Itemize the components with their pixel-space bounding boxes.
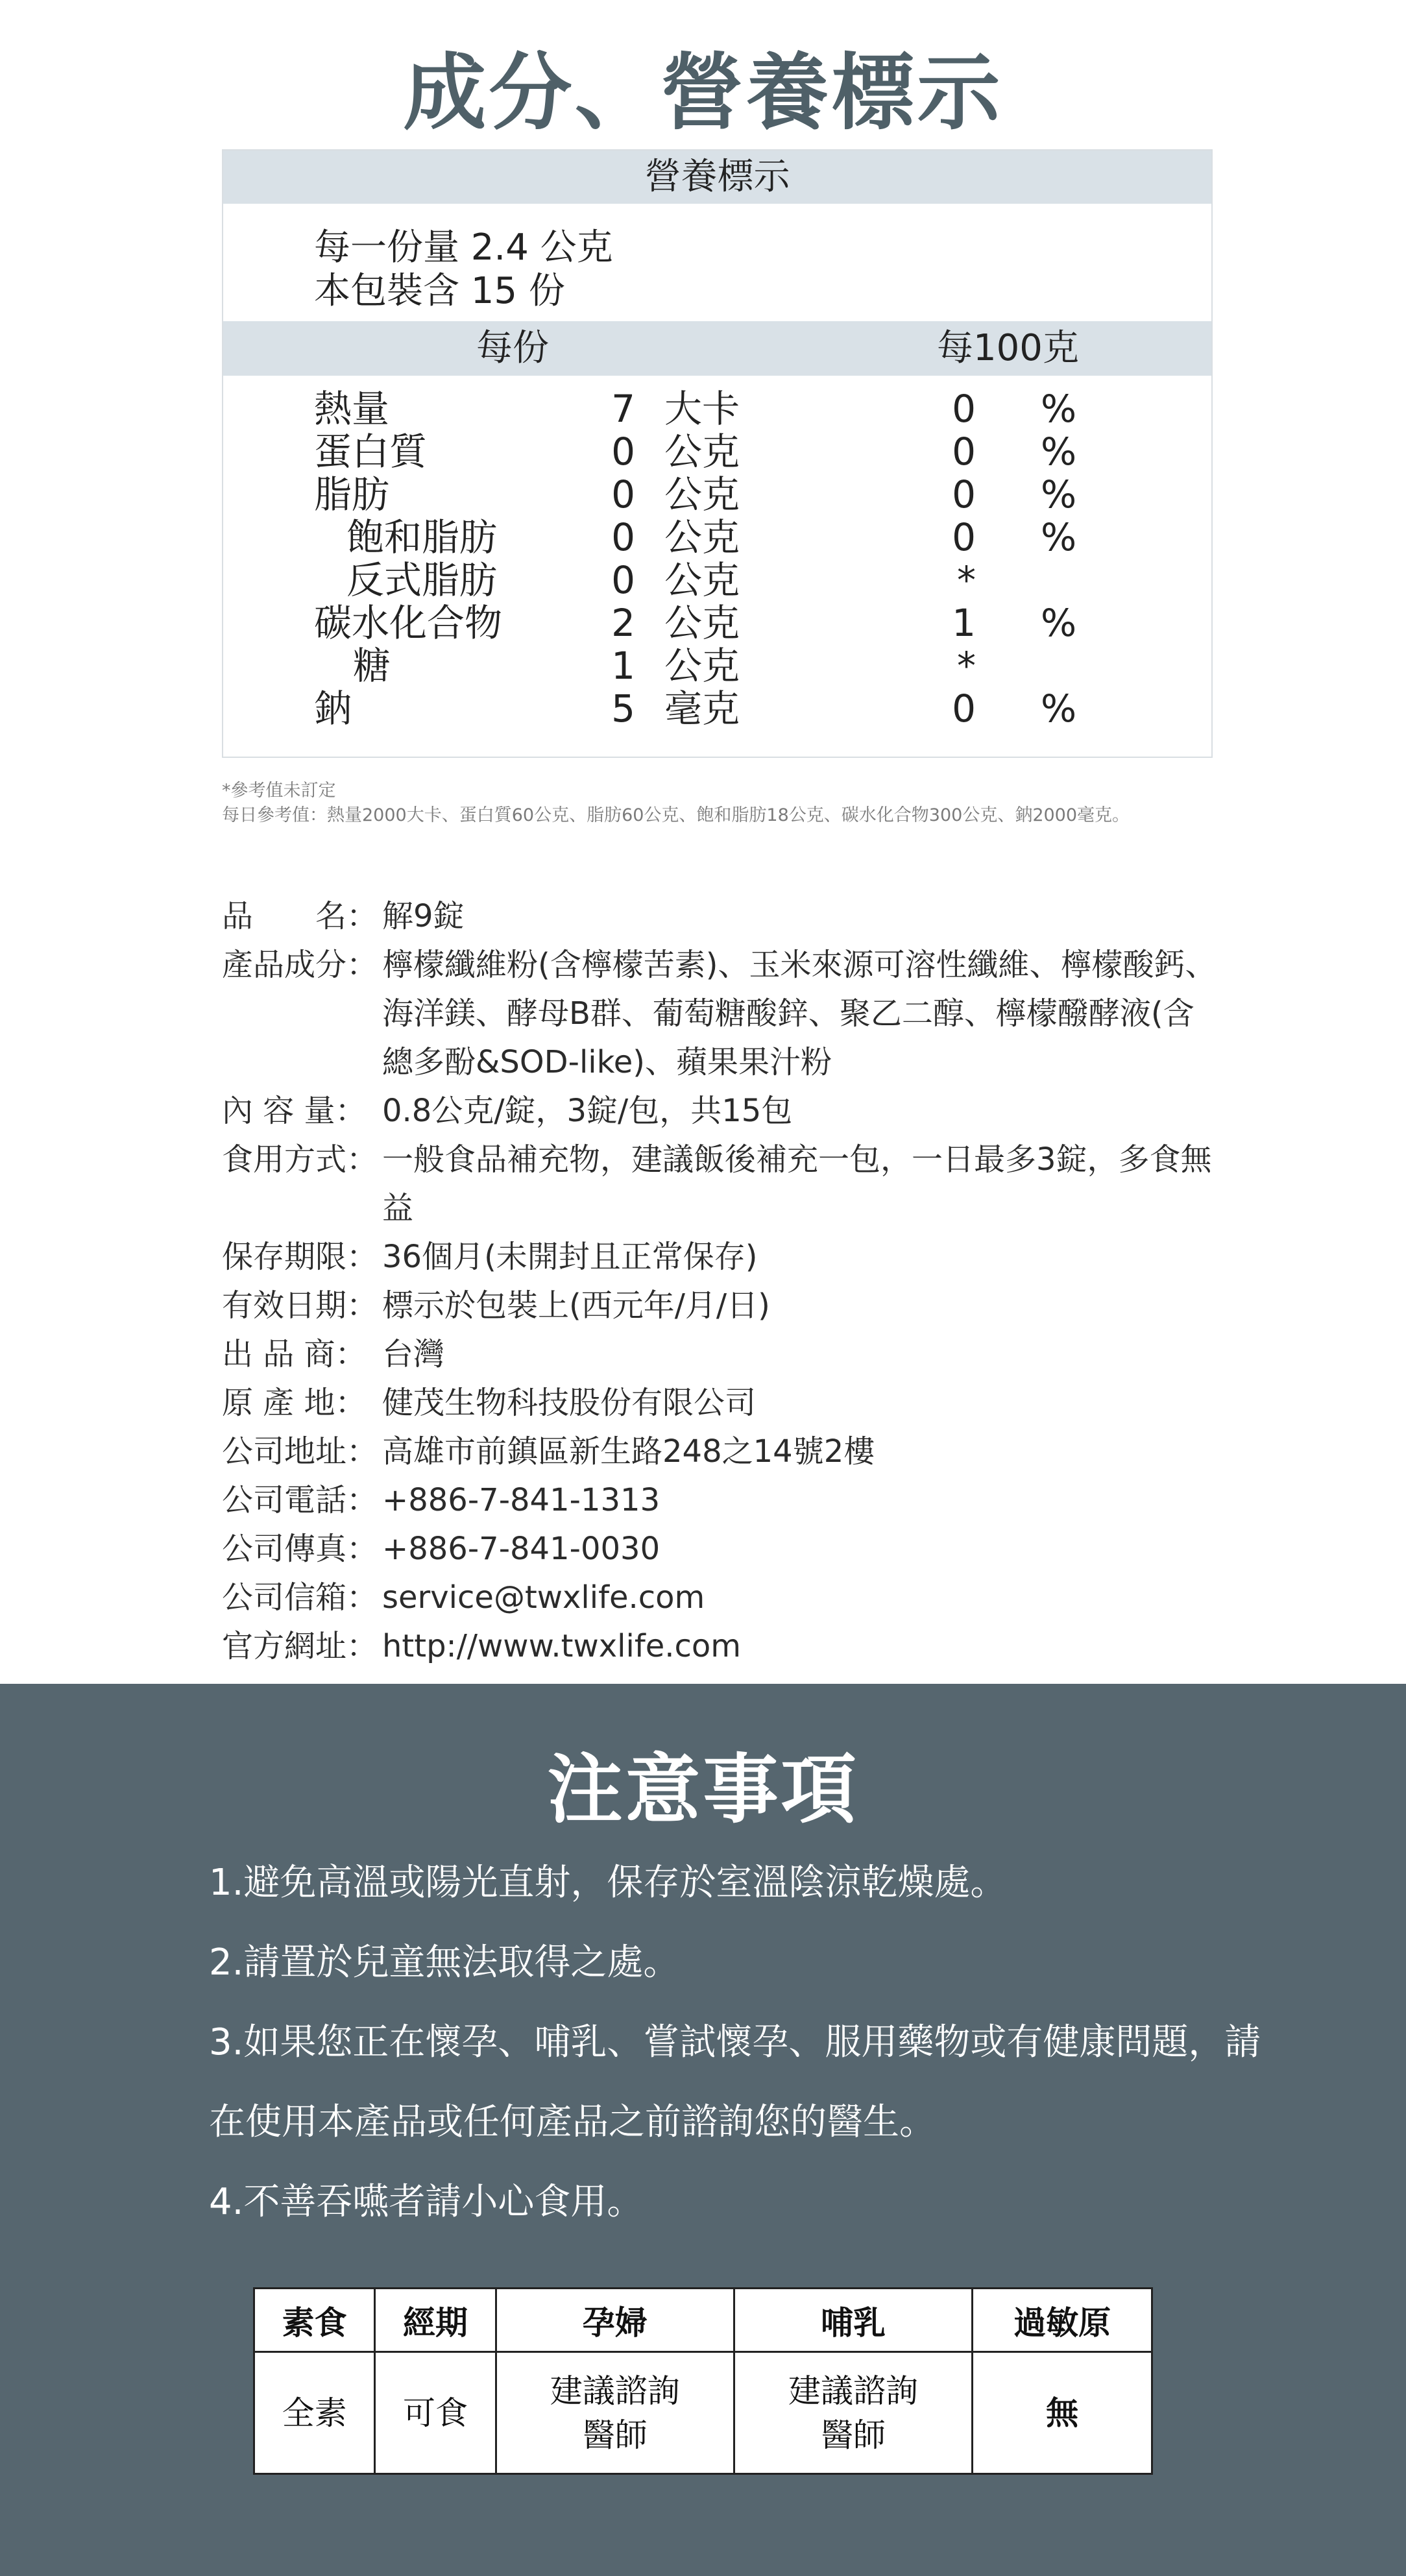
nutrient-value: 2 — [611, 601, 635, 645]
nutrient-unit: 公克 — [664, 472, 740, 516]
diet-header-pregnant: 孕婦 — [496, 2289, 734, 2352]
nutrient-unit: 公克 — [664, 601, 740, 645]
info-value: 標示於包裝上(西元年/月/日) — [382, 1287, 770, 1324]
nutrient-name: 脂肪 — [314, 472, 390, 516]
nutrient-unit: 公克 — [664, 644, 740, 688]
diet-value-allergen: 無 — [973, 2352, 1152, 2474]
nutrient-percent-unit: % — [1041, 515, 1077, 559]
diet-value-breastfeeding — [734, 2352, 972, 2474]
nutrient-value: 1 — [611, 644, 635, 688]
nutrient-value: 0 — [611, 472, 635, 516]
nutrient-unit: 公克 — [664, 515, 740, 559]
notes-title: 注意事項 — [547, 1746, 859, 1834]
nutrient-name: 鈉 — [314, 687, 352, 731]
info-row-website — [222, 1622, 1221, 1671]
info-value: 36個月(未開封且正常保存) — [382, 1239, 758, 1275]
info-label: 有效日期： — [222, 1287, 378, 1324]
info-value: +886-7-841-1313 — [382, 1482, 661, 1518]
diet-value-line: 醫師 — [582, 2416, 648, 2454]
info-label: 公司地址： — [222, 1433, 378, 1470]
info-label: 公司電話： — [222, 1482, 378, 1518]
nutrition-row — [223, 687, 1211, 730]
nutrition-row — [223, 559, 1211, 601]
nutrient-percent-value: 0 — [952, 430, 976, 474]
footnote-reference-undefined: *參考值未訂定 — [222, 781, 336, 801]
email-link[interactable]: service@twxlife.com — [382, 1579, 705, 1616]
nutrient-name: 熱量 — [314, 387, 390, 431]
note-line: 3.如果您正在懷孕、哺乳、嘗試懷孕、服用藥物或有健康問題，請 — [209, 2021, 1261, 2063]
diet-header-menstruation: 經期 — [375, 2289, 496, 2352]
info-row-content — [222, 1087, 1221, 1136]
nutrient-name: 碳水化合物 — [314, 601, 503, 645]
nutrition-table — [222, 149, 1213, 758]
nutrient-name: 飽和脂肪 — [346, 515, 498, 559]
info-row-phone — [222, 1476, 1221, 1525]
info-row-producer — [222, 1330, 1221, 1379]
diet-value-line: 建議諮詢 — [788, 2372, 919, 2410]
nutrient-unit: 公克 — [664, 430, 740, 474]
info-row-ingredients — [222, 941, 1221, 1087]
note-line: 1.避免高溫或陽光直射，保存於室溫陰涼乾燥處。 — [209, 1862, 1007, 1904]
nutrient-name: 反式脂肪 — [346, 558, 498, 602]
nutrient-value: 0 — [611, 430, 635, 474]
servings-per-pack: 本包裝含 15 份 — [314, 270, 565, 312]
diet-value-vegetarian: 全素 — [254, 2352, 375, 2474]
nutrition-row — [223, 516, 1211, 559]
nutrition-row — [223, 644, 1211, 687]
nutrient-name: 糖 — [353, 644, 391, 688]
info-label: 原 產 地： — [222, 1385, 367, 1421]
notes-section — [0, 1684, 1406, 2576]
info-value: 檸檬纖維粉(含檸檬苦素)、玉米來源可溶性纖維、檸檬酸鈣、海洋鎂、酵母B群、葡萄糖酸鋅、聚乙二醇、檸檬醱酵液(含總多酚&SOD-like)、蘋果果汁粉 — [382, 947, 1217, 1080]
col-per-100g: 每100克 — [937, 327, 1079, 369]
info-value: +886-7-841-0030 — [382, 1531, 661, 1567]
nutrient-unit: 大卡 — [664, 387, 740, 431]
diet-value-line: 建議諮詢 — [550, 2372, 680, 2410]
diet-value-line: 醫師 — [821, 2416, 886, 2454]
nutrient-value: 5 — [611, 687, 635, 731]
nutrient-value: 0 — [611, 558, 635, 602]
info-value: 台灣 — [382, 1336, 445, 1372]
info-label: 產品成分： — [222, 947, 378, 983]
info-value: 一般食品補充物，建議飯後補充一包，一日最多3錠，多食無益 — [382, 1141, 1212, 1226]
info-label: 公司傳真： — [222, 1531, 378, 1567]
nutrient-percent-value: 0 — [952, 515, 976, 559]
note-line: 2.請置於兒童無法取得之處。 — [209, 1941, 680, 1984]
nutrient-percent-unit: % — [1041, 387, 1077, 431]
footnote-daily-reference: 每日參考值：熱量2000大卡、蛋白質60公克、脂肪60公克、飽和脂肪18公克、碳水化合物300公克、鈉2000毫克。 — [222, 805, 1130, 825]
diet-value-menstruation: 可食 — [375, 2352, 496, 2474]
info-value: 健茂生物科技股份有限公司 — [382, 1385, 757, 1421]
info-row-email — [222, 1574, 1221, 1622]
info-row-name — [222, 892, 1221, 941]
info-label: 出 品 商： — [222, 1336, 367, 1372]
diet-header-vegetarian: 素食 — [254, 2289, 375, 2352]
product-info — [222, 892, 1221, 1671]
diet-header-breastfeeding: 哺乳 — [734, 2289, 972, 2352]
nutrient-value: 7 — [611, 387, 635, 431]
notes-list — [209, 1843, 1261, 2242]
serving-size: 每一份量 2.4 公克 — [314, 226, 613, 269]
info-value: 解9錠 — [382, 898, 465, 934]
nutrient-percent-unit: % — [1041, 472, 1077, 516]
diet-suitability-table — [253, 2287, 1153, 2475]
nutrition-row — [223, 601, 1211, 644]
info-row-expiry — [222, 1282, 1221, 1330]
note-line: 4.不善吞嚥者請小心食用。 — [209, 2181, 644, 2223]
nutrient-percent-value: 0 — [952, 472, 976, 516]
nutrition-row — [223, 387, 1211, 430]
diet-header-allergen: 過敏原 — [973, 2289, 1152, 2352]
nutrition-row — [223, 473, 1211, 516]
diet-value-pregnant — [496, 2352, 734, 2474]
nutrient-unit: 毫克 — [664, 687, 740, 731]
nutrient-percent-unit: % — [1041, 430, 1077, 474]
nutrient-percent-unit: % — [1041, 687, 1077, 731]
note-line: 在使用本產品或任何產品之前諮詢您的醫生。 — [209, 2101, 936, 2143]
info-row-address — [222, 1428, 1221, 1476]
nutrient-percent-value: * — [957, 644, 976, 688]
info-value: 0.8公克/錠，3錠/包，共15包 — [382, 1093, 793, 1129]
nutrient-percent-value: 1 — [952, 601, 976, 645]
nutrition-subheader — [223, 321, 1211, 376]
diet-header-row — [254, 2289, 1152, 2352]
info-label: 公司信箱： — [222, 1579, 378, 1616]
diet-value-row — [254, 2352, 1152, 2474]
info-row-usage — [222, 1136, 1221, 1233]
nutrient-percent-unit: % — [1041, 601, 1077, 645]
nutrient-value: 0 — [611, 515, 635, 559]
page-title: 成分、營養標示 — [403, 45, 1003, 141]
info-label: 食用方式： — [222, 1141, 378, 1178]
nutrient-percent-value: * — [957, 558, 976, 602]
info-label: 內 容 量： — [222, 1093, 367, 1129]
info-row-origin — [222, 1379, 1221, 1428]
nutrient-percent-value: 0 — [952, 687, 976, 731]
info-label: 官方網址： — [222, 1628, 378, 1664]
col-per-serving: 每份 — [476, 327, 549, 369]
nutrient-name: 蛋白質 — [314, 430, 428, 474]
nutrient-percent-value: 0 — [952, 387, 976, 431]
info-row-fax — [222, 1525, 1221, 1574]
nutrition-header: 營養標示 — [223, 151, 1211, 204]
info-label: 保存期限： — [222, 1239, 378, 1275]
nutrient-unit: 公克 — [664, 558, 740, 602]
nutrition-row — [223, 430, 1211, 473]
info-value: 高雄市前鎮區新生路248之14號2樓 — [382, 1433, 875, 1470]
info-label: 品 名： — [222, 898, 378, 934]
website-link[interactable]: http://www.twxlife.com — [382, 1628, 742, 1664]
info-row-shelf-life — [222, 1233, 1221, 1282]
